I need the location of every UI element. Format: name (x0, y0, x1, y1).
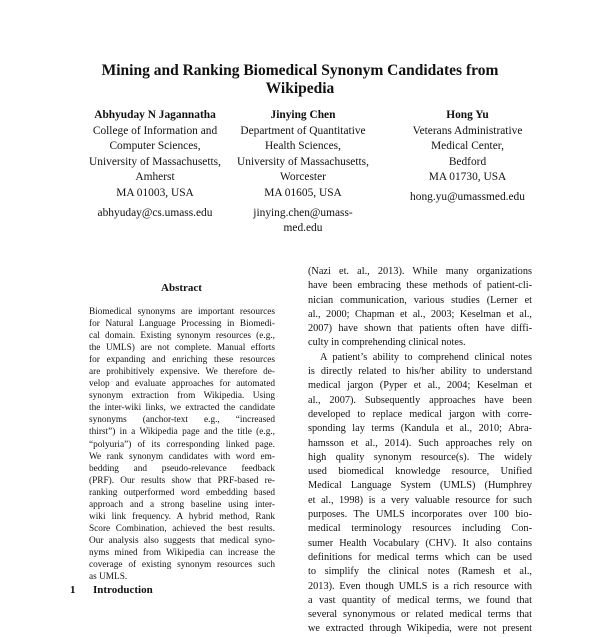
abstract-heading: Abstract (161, 282, 202, 294)
abstract-line: ranking outperformed word embedding based (89, 487, 275, 498)
abstract-line: bedding and pseudo-relevance feedback (89, 463, 275, 474)
body-text-line: 2013). Even though UMLS is a rich resource with (308, 580, 532, 592)
body-text-line: medical terminology resources including Con- (308, 523, 532, 535)
author-email-cont[interactable]: med.edu (283, 222, 323, 235)
affiliation-line: Worcester (280, 171, 326, 184)
body-text-line: 2007) have shown that patients often have diffi- (308, 323, 532, 335)
body-text-line: to simplify the clinical notes (Ramesh et al., (308, 566, 532, 578)
body-text-line: (Nazi et. al., 2013). While many organizations (308, 266, 532, 277)
abstract-line: the UMLS) are not complete. Manual efforts (89, 343, 275, 354)
author-name: Hong Yu (446, 109, 489, 121)
body-text-line: medical jargon (Pyper et al., 2004; Keselman et (308, 380, 532, 392)
abstract-line: velop and evaluate approaches for automated (89, 379, 275, 390)
author-email[interactable]: hong.yu@umassmed.edu (410, 190, 525, 203)
body-text-line: high quality synonym resource(s). The widely (308, 451, 532, 463)
abstract-line: nyms mined from Wikipedia can increase the (89, 547, 275, 558)
author-block (218, 108, 388, 237)
affiliation-line: Veterans Administrative (412, 124, 523, 137)
abstract-line: We rank synonym candidates with word em- (89, 451, 275, 462)
body-text-line: several synonymous or related medical terms that (308, 609, 532, 621)
affiliation-line: MA 01605, USA (264, 186, 342, 199)
body-text-line: al., 2000; Chapman et al., 2003; Keselman et al., (308, 308, 532, 320)
author-block (70, 108, 240, 221)
affiliation-line: College of Information and (92, 124, 218, 137)
body-text-line: a vast quantity of medical terms, we found that (308, 594, 532, 606)
author-block (385, 108, 550, 206)
abstract-line: cal domain. Existing synonym resources (e.g., (89, 331, 275, 342)
abstract-line: are prohibitively expensive. We therefore de- (89, 367, 275, 378)
body-text-line: have been embracing these methods of patient-cli- (308, 280, 532, 292)
abstract-line: synonym extraction from Wikipedia. Using (89, 391, 275, 402)
affiliation-line: Amherst (135, 171, 175, 184)
abstract-line: thirst”) in a Wikipedia page and the title (e.g., (89, 427, 275, 438)
section-heading (70, 584, 153, 596)
abstract-line: synonyms (anchor-text e.g., “increased (89, 415, 275, 426)
affiliation-line: Medical Center, (431, 140, 504, 153)
affiliation-line: University of Massachusetts, (89, 155, 221, 168)
abstract-line: wiki link frequency. A hybrid method, Rank (89, 511, 275, 522)
abstract-line: “polyuria”) of its corresponding linked page. (89, 439, 275, 450)
body-text-line: we extracted through Wikipedia, were not present (308, 623, 532, 635)
abstract-line: as UMLS. (89, 572, 128, 583)
title-line: Wikipedia (265, 80, 335, 97)
body-text-line: Medical Language System (UMLS) (Humphrey (308, 480, 532, 492)
affiliation-line: Bedford (448, 155, 487, 168)
abstract-line: coverage of existing synonym resources such (89, 559, 275, 570)
abstract-line: for Natural Language Processing in Biomedi- (89, 319, 275, 330)
body-text-line: sumer Health Vocabulary (CHV). It also contains (308, 537, 532, 549)
abstract-line: the inter-wiki links, we extracted the candidate (89, 403, 275, 414)
abstract-line: approach and a strong baseline using inter- (89, 499, 275, 510)
body-text-line: hamsson et al., 2014). Such approaches rely on (308, 437, 532, 449)
body-text-line: sponding lay terms (Kandula et al., 2010; Abra- (308, 423, 532, 435)
affiliation-line: Health Sciences, (265, 140, 341, 153)
abstract-body (89, 306, 275, 583)
paper-title (60, 62, 540, 98)
body-text-line: culty in comprehending clinical notes. (308, 337, 466, 349)
section-number: 1 (70, 584, 76, 596)
author-email[interactable]: abhyuday@cs.umass.edu (97, 206, 213, 219)
affiliation-line: Computer Sciences, (109, 140, 201, 153)
abstract-line: for expanding and enriching these resources (89, 355, 275, 366)
affiliation-line: MA 01730, USA (428, 171, 507, 184)
author-name: Jinying Chen (270, 109, 336, 121)
section-title: Introduction (93, 584, 153, 596)
body-text-line: developed to replace medical jargon with corre- (308, 408, 532, 420)
body-text-line: nician communication, various studies (Lerner et (308, 294, 532, 306)
author-email[interactable]: jinying.chen@umass- (253, 206, 353, 219)
author-name: Abhyuday N Jagannatha (94, 109, 216, 121)
body-text-line: purposes. The UMLS incorporates over 100 bio- (308, 509, 532, 521)
abstract-line: Score Combination, achieved the best results. (89, 523, 275, 534)
abstract-line: Biomedical synonyms are important resources (89, 307, 275, 317)
abstract-line: (PRF). Our results show that PRF-based re- (89, 475, 275, 486)
body-text-line: used biomedical knowledge resource, Unified (308, 466, 532, 478)
body-text-line: et al., 1998) is a very valuable resource for such (308, 494, 532, 506)
body-text-line: definitions for medical terms which can be used (308, 551, 532, 563)
right-column-body (308, 265, 532, 637)
title-line: Mining and Ranking Biomedical Synonym Candidates from (101, 62, 499, 79)
abstract-line: Our analysis also suggests that medical syno- (89, 535, 275, 546)
affiliation-line: Department of Quantitative (240, 124, 366, 137)
affiliation-line: MA 01003, USA (116, 186, 194, 199)
affiliation-line: University of Massachusetts, (237, 155, 369, 168)
body-text-line: is directly related to his/her ability to understand (308, 366, 532, 378)
body-text-line: al., 2007). Subsequently approaches have been (308, 394, 532, 406)
body-text-line: A patient’s ability to comprehend clinical notes (320, 351, 532, 363)
